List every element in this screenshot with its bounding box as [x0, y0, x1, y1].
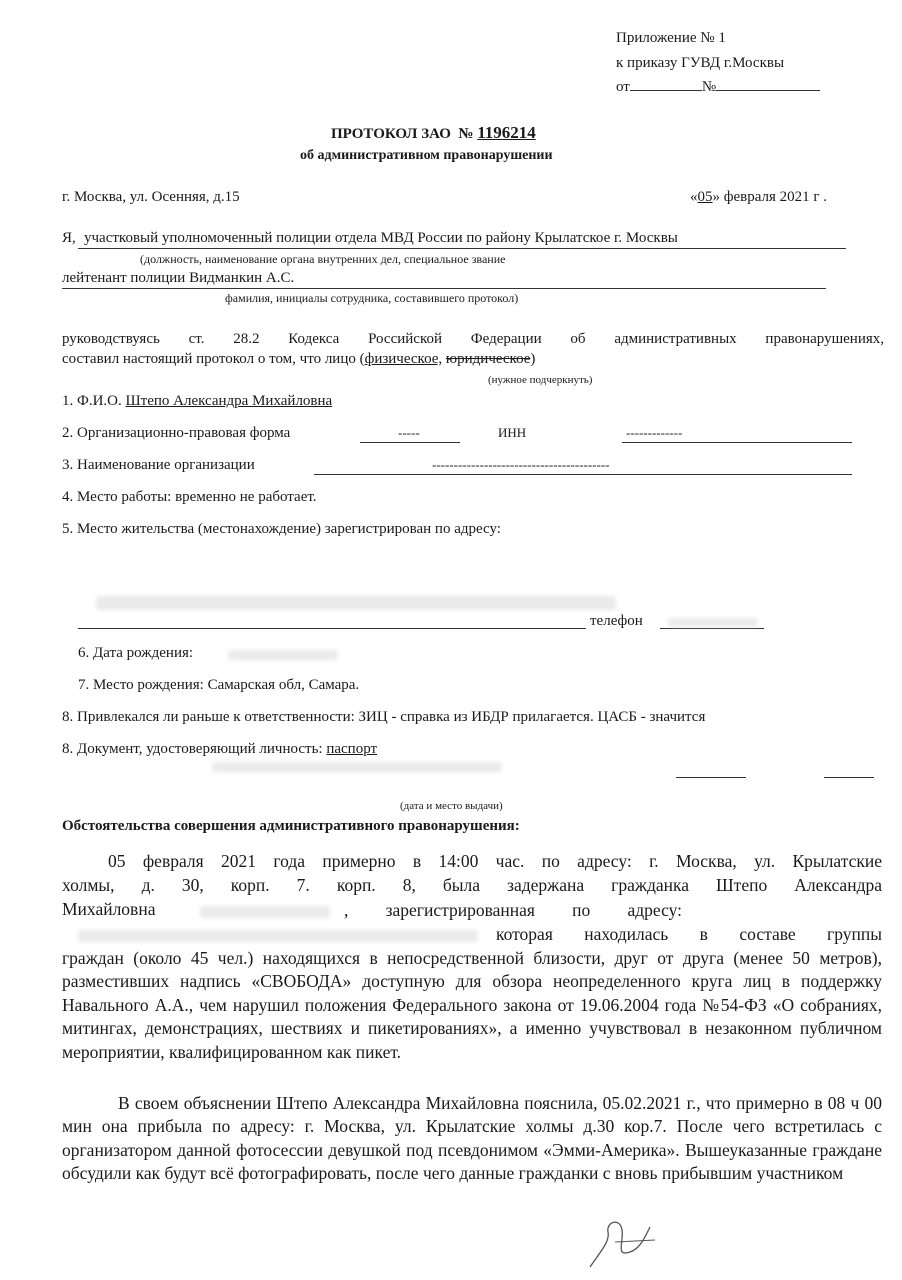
- redacted-address-body: [78, 930, 478, 942]
- circumstances-line-4: которая находилась в составе группы: [496, 924, 882, 944]
- title-number-sign: №: [458, 126, 474, 142]
- place-date: «05» февраля 2021 г .: [690, 189, 828, 205]
- officer-position-caption: (должность, наименование органа внутренних дел, специальное звание: [140, 252, 506, 266]
- appendix-line-3: [616, 79, 820, 96]
- redacted-id-document: [212, 762, 502, 772]
- circumstances-line-3a: Михайловна: [62, 899, 156, 919]
- signature-mark: [560, 1212, 670, 1272]
- circumstances-line-3b: , зарегистрированная по адресу:: [344, 900, 682, 920]
- field-id-document-value: паспорт: [326, 741, 378, 757]
- person-type-legal: юридическое: [445, 351, 531, 367]
- field-workplace: 4. Место работы: временно не работает.: [62, 489, 317, 505]
- appendix-from-label: от: [616, 79, 630, 95]
- appendix-number-label: №: [701, 79, 717, 95]
- place-location: г. Москва, ул. Осенняя, д.15: [62, 189, 240, 205]
- appendix-line-1: Приложение № 1: [616, 30, 726, 46]
- field-inn-label: ИНН: [498, 425, 527, 440]
- field-fio-value: Штепо Александра Михайловна: [125, 393, 333, 409]
- redacted-address: [96, 596, 616, 610]
- circumstances-line-1: 05 февраля 2021 года примерно в 14:00 час. по адресу: г. Москва, ул. Крылатские: [108, 851, 882, 871]
- field-birth-place: 7. Место рождения: Самарская обл, Самара.: [78, 677, 360, 693]
- redacted-birth-info: [200, 906, 330, 918]
- circumstances-line-2: холмы, д. 30, корп. 7. корп. 8, была задержана гражданка Штепо Александра: [62, 875, 882, 895]
- field-fio-label: 1. Ф.И.О.: [62, 393, 122, 409]
- officer-name-caption: фамилия, инициалы сотрудника, составившего протокол): [225, 291, 519, 305]
- field-fio: [62, 393, 332, 410]
- field-id-document-label: 8. Документ, удостоверяющий личность:: [62, 741, 323, 757]
- protocol-subtitle: об административном правонарушении: [300, 148, 553, 163]
- field-prior-liability: 8. Привлекался ли раньше к ответственности: ЗИЦ - справка из ИБДР прилагается. ЦАСБ - значится: [62, 709, 706, 725]
- field-legal-form-label: 2. Организационно-правовая форма: [62, 425, 291, 441]
- date-day: 05: [697, 189, 713, 205]
- officer-position: участковый уполномоченный полиции отдела МВД России по району Крылатское г. Москвы: [84, 230, 678, 246]
- field-legal-form-value: -----: [398, 425, 420, 440]
- title-label: ПРОТОКОЛ ЗАО: [331, 126, 451, 142]
- protocol-title: [331, 123, 536, 143]
- field-inn-value: -------------: [626, 425, 683, 440]
- circumstances-heading: Обстоятельства совершения административного правонарушения:: [62, 818, 520, 834]
- intro-line-2: составил настоящий протокол о том, что лицо (физическое, юридическое): [62, 351, 536, 367]
- phone-label: телефон: [590, 613, 643, 629]
- doc-issue-caption: (дата и место выдачи): [400, 800, 503, 812]
- officer-prefix: Я,: [62, 230, 76, 246]
- person-type-physical: физическое,: [364, 351, 443, 367]
- intro-line-1: руководствуясь ст. 28.2 Кодекса Российской Федерации об административных правонарушениях,: [62, 331, 884, 347]
- redacted-birth-date: [228, 650, 338, 660]
- field-org-name-label: 3. Наименование организации: [62, 457, 255, 473]
- field-residence: 5. Место жительства (местонахождение) зарегистрирован по адресу:: [62, 521, 501, 537]
- circumstances-paragraph-1: граждан (около 45 чел.) находящихся в непосредственной близости, друг от друга (менее 50 метров), разместивших надпись «СВОБОДА» доступную для обзора неопределенного круга лиц в поддержку Навального А.А., чем нарушил положения Федерального закона от 19.06.2004 года №54-ФЗ «О собраниях, митингах, демонстрациях, шествиях и пикетированиях», а именно учувствовал в незаконном публичном мероприятии, квалифицированном как пикет.: [62, 948, 882, 1062]
- field-birth-date: 6. Дата рождения:: [78, 645, 194, 661]
- field-id-document: [62, 741, 377, 758]
- intro-caption: (нужное подчеркнуть): [488, 374, 593, 386]
- circumstances-paragraph-2: В своем объяснении Штепо Александра Михайловна пояснила, 05.02.2021 г., что примерно в 08 ч 00 мин она прибыла по адресу: г. Москва, ул. Крылатские холмы д.30 кор.7. После чего встретилась с организатором данной фотосессии девушкой под псевдонимом «Эмми-Америка». Вышеуказанные граждане обсудили как будут всё фотографировать, после чего данные гражданки с вновь прибывшим участником: [62, 1093, 882, 1184]
- redacted-phone: [668, 618, 758, 627]
- officer-name: лейтенант полиции Видманкин А.С.: [62, 270, 295, 286]
- protocol-number: 1196214: [477, 123, 536, 142]
- appendix-line-2: к приказу ГУВД г.Москвы: [616, 55, 785, 71]
- field-org-name-value: -----------------------------------------: [432, 457, 610, 472]
